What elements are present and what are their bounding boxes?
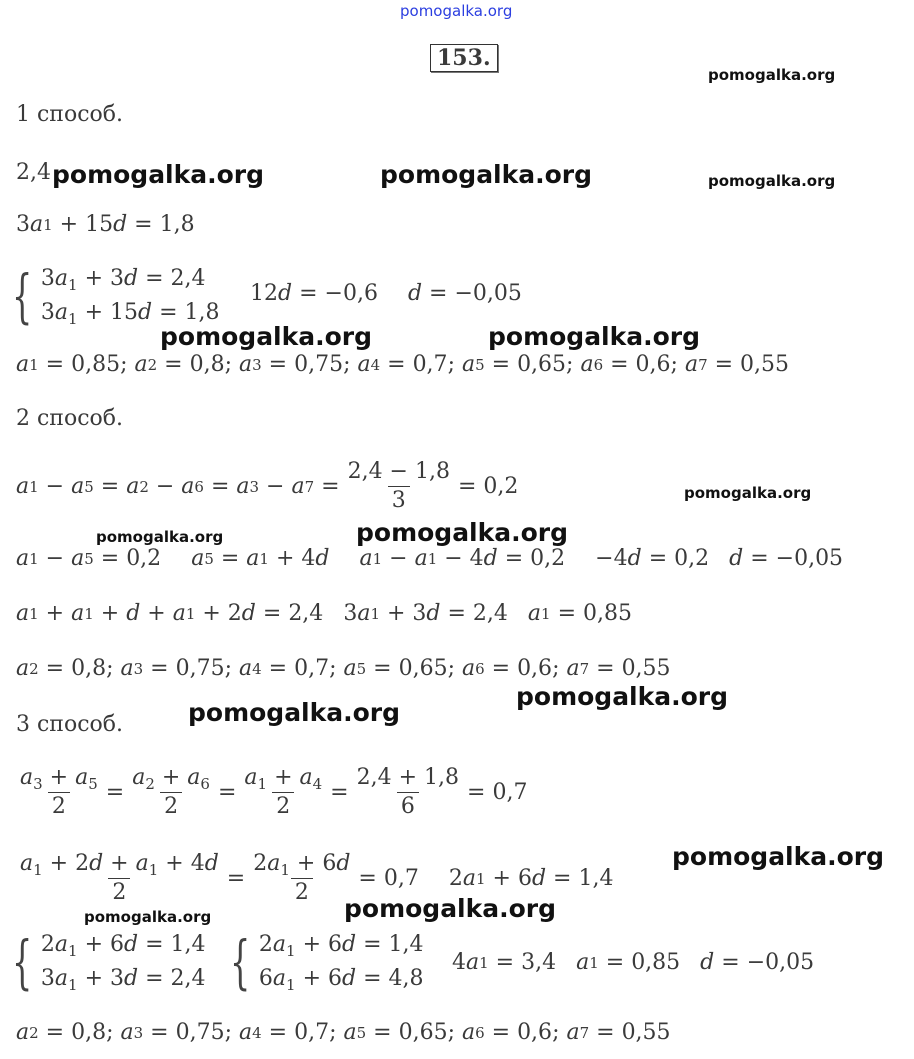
- watermark: pomogalka.org: [672, 842, 885, 871]
- watermark: pomogalka.org: [708, 66, 836, 84]
- method1-line1: 2,4: [16, 160, 51, 185]
- method3-eq2: $\frac{a_1 + 2d + a_1 + 4d}{2}$ = $\frac{2a_1 + 6d}{2}$ = 0,7 2 a 1 + 6 d = 1,4: [20, 851, 614, 905]
- method3-system-a: { $2a_1 + 6d = 1,4$ $3a_1 + 3d = 2,4$: [12, 928, 206, 996]
- method2-terms: a 2 = 0,8 ; a 3 = 0,75 ; a 4 = 0,7 ; a 5 = 0,65 ; a 6 = 0,6 ; a 7 = 0,55: [16, 656, 671, 681]
- method1-title: 1 способ.: [16, 102, 124, 127]
- watermark: pomogalka.org: [96, 528, 224, 546]
- site-link-top[interactable]: pomogalka.org: [400, 2, 513, 20]
- method1-d-result: 12 d = −0,6 d = −0,05: [250, 281, 522, 306]
- method2-eq1: a 1 − a 5 = a 2 − a 6 = a 3 − a 7 = $\frac{2,4 - 1,8}{3}$ = 0,2: [16, 459, 519, 513]
- method3-eq1: $\frac{a_3 + a_5}{2}$ = $\frac{a_2 + a_6}{2}$ = $\frac{a_1 + a_4}{2}$ = $\frac{2,4 + 1,8}{6}$ = 0,7: [20, 765, 528, 819]
- problem-number: 153.: [430, 44, 498, 72]
- watermark: pomogalka.org: [708, 172, 836, 190]
- watermark: pomogalka.org: [356, 518, 569, 547]
- method2-title: 2 способ.: [16, 406, 124, 431]
- method3-title: 3 способ.: [16, 712, 124, 737]
- watermark: pomogalka.org: [516, 682, 729, 711]
- watermark: pomogalka.org: [188, 698, 401, 727]
- method2-eq2: a 1 − a 5 = 0,2 a 5 = a 1 + 4 d a 1 − a 1 − 4 d = 0,2 −4 d = 0,2 d = −0,05: [16, 546, 844, 571]
- watermark: pomogalka.org: [160, 322, 373, 351]
- watermark: pomogalka.org: [344, 894, 557, 923]
- method2-eq3: a 1 + a 1 + d + a 1 + 2 d = 2,4 3 a 1 + 3 d = 2,4 a 1 = 0,85: [16, 601, 632, 626]
- watermark: pomogalka.org: [84, 908, 212, 926]
- method3-terms: a 2 = 0,8 ; a 3 = 0,75 ; a 4 = 0,7 ; a 5 = 0,65 ; a 6 = 0,6 ; a 7 = 0,55: [16, 1020, 671, 1045]
- method1-terms: a 1 = 0,85 ; a 2 = 0,8 ; a 3 = 0,75 ; a 4 = 0,7 ; a 5 = 0,65 ; a 6 = 0,6 ; a 7 = 0,55: [16, 352, 790, 377]
- watermark: pomogalka.org: [488, 322, 701, 351]
- watermark: pomogalka.org: [380, 160, 593, 189]
- method1-system: { $3a_1 + 3d = 2,4$ $3a_1 + 15d = 1,8$: [12, 262, 220, 330]
- watermark: pomogalka.org: [52, 160, 265, 189]
- method1-eq2: 3 a 1 + 15 d = 1,8: [16, 212, 195, 237]
- watermark: pomogalka.org: [684, 484, 812, 502]
- method3-system-b: { $2a_1 + 6d = 1,4$ $6a_1 + 6d = 4,8$: [230, 928, 424, 996]
- method3-results: 4 a 1 = 3,4 a 1 = 0,85 d = −0,05: [452, 950, 815, 975]
